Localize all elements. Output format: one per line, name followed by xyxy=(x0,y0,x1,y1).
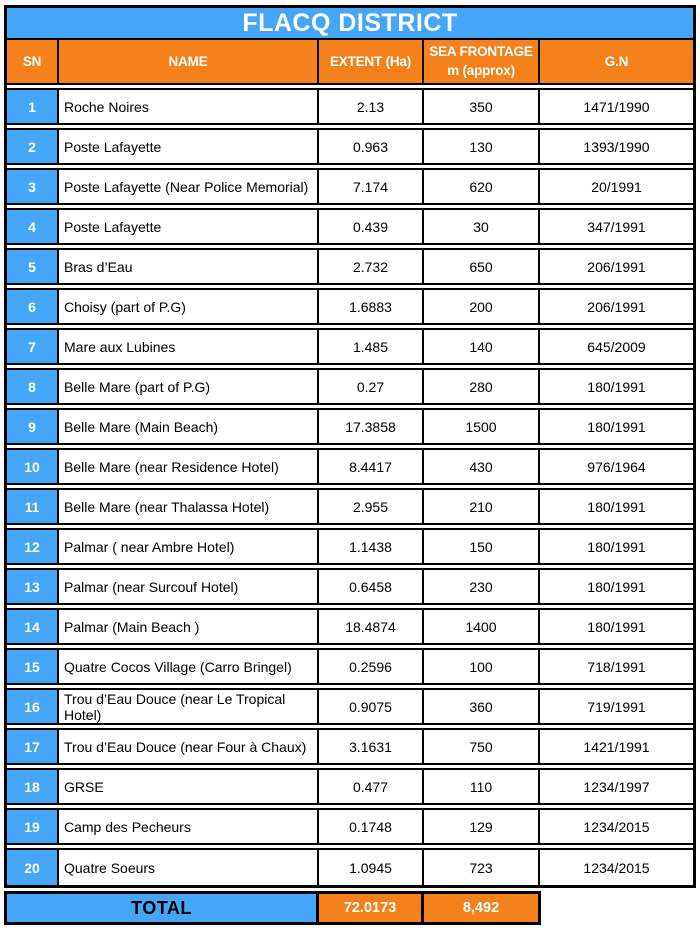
sea-frontage-cell: 650 xyxy=(422,250,538,283)
sn-cell: 16 xyxy=(7,690,57,723)
sn-cell: 20 xyxy=(7,850,57,885)
extent-cell: 0.963 xyxy=(317,130,422,163)
sn-cell: 4 xyxy=(7,210,57,243)
sn-cell: 8 xyxy=(7,370,57,403)
extent-cell: 17.3858 xyxy=(317,410,422,443)
sea-frontage-cell: 360 xyxy=(422,690,538,723)
sea-frontage-cell: 350 xyxy=(422,90,538,123)
sn-cell: 15 xyxy=(7,650,57,683)
gn-cell: 180/1991 xyxy=(538,490,693,523)
extent-cell: 0.9075 xyxy=(317,690,422,723)
extent-cell: 7.174 xyxy=(317,170,422,203)
gn-cell: 719/1991 xyxy=(538,690,693,723)
table-row xyxy=(7,568,693,605)
table-row xyxy=(7,848,693,885)
sn-cell: 3 xyxy=(7,170,57,203)
name-cell: Belle Mare (part of P.G) xyxy=(57,370,317,403)
sea-frontage-cell: 1500 xyxy=(422,410,538,443)
extent-cell: 0.477 xyxy=(317,770,422,803)
table-row xyxy=(7,88,693,125)
gn-cell: 20/1991 xyxy=(538,170,693,203)
gn-cell: 180/1991 xyxy=(538,530,693,563)
sn-cell: 19 xyxy=(7,810,57,843)
extent-cell: 2.13 xyxy=(317,90,422,123)
table-title-bar xyxy=(7,8,693,40)
name-cell: Poste Lafayette xyxy=(57,210,317,243)
sn-cell: 6 xyxy=(7,290,57,323)
extent-cell: 0.1748 xyxy=(317,810,422,843)
table-row xyxy=(7,168,693,205)
page-title: FLACQ DISTRICT xyxy=(242,8,458,37)
name-cell: Poste Lafayette xyxy=(57,130,317,163)
gn-cell: 1421/1991 xyxy=(538,730,693,763)
sea-frontage-cell: 750 xyxy=(422,730,538,763)
sea-frontage-cell: 620 xyxy=(422,170,538,203)
sn-cell: 12 xyxy=(7,530,57,563)
name-cell: Belle Mare (near Residence Hotel) xyxy=(57,450,317,483)
gn-cell: 1234/1997 xyxy=(538,770,693,803)
extent-cell: 2.955 xyxy=(317,490,422,523)
table-row xyxy=(7,328,693,365)
table-row xyxy=(7,128,693,165)
gn-cell: 180/1991 xyxy=(538,570,693,603)
gn-cell: 1234/2015 xyxy=(538,850,693,885)
sea-frontage-cell: 1400 xyxy=(422,610,538,643)
sn-cell: 2 xyxy=(7,130,57,163)
name-cell: Camp des Pecheurs xyxy=(57,810,317,843)
sea-frontage-cell: 130 xyxy=(422,130,538,163)
table-row xyxy=(7,368,693,405)
table-body xyxy=(7,88,693,885)
name-cell: Palmar ( near Ambre Hotel) xyxy=(57,530,317,563)
extent-cell: 0.6458 xyxy=(317,570,422,603)
name-cell: Bras d’Eau xyxy=(57,250,317,283)
total-extent: 72.0173 xyxy=(319,891,424,925)
header-sea-frontage-line1: SEA FRONTAGE xyxy=(429,44,533,60)
extent-cell: 8.4417 xyxy=(317,450,422,483)
name-cell: Belle Mare (near Thalassa Hotel) xyxy=(57,490,317,523)
gn-cell: 645/2009 xyxy=(538,330,693,363)
sn-cell: 17 xyxy=(7,730,57,763)
sea-frontage-cell: 110 xyxy=(422,770,538,803)
gn-cell: 206/1991 xyxy=(538,250,693,283)
table-row xyxy=(7,648,693,685)
name-cell: Trou d’Eau Douce (near Four à Chaux) xyxy=(57,730,317,763)
extent-cell: 0.27 xyxy=(317,370,422,403)
table-row xyxy=(7,488,693,525)
table-row xyxy=(7,408,693,445)
header-extent: EXTENT (Ha) xyxy=(317,40,422,83)
table-row xyxy=(7,248,693,285)
table-row xyxy=(7,448,693,485)
flacq-district-table xyxy=(4,5,696,888)
name-cell: Roche Noires xyxy=(57,90,317,123)
name-cell: GRSE xyxy=(57,770,317,803)
header-sea-frontage-line2: m (approx) xyxy=(447,62,515,78)
extent-cell: 1.0945 xyxy=(317,850,422,885)
table-row xyxy=(7,208,693,245)
table-row xyxy=(7,688,693,725)
sn-cell: 18 xyxy=(7,770,57,803)
name-cell: Palmar (Main Beach ) xyxy=(57,610,317,643)
name-cell: Mare aux Lubines xyxy=(57,330,317,363)
sn-cell: 1 xyxy=(7,90,57,123)
gn-cell: 1234/2015 xyxy=(538,810,693,843)
extent-cell: 2.732 xyxy=(317,250,422,283)
sn-cell: 5 xyxy=(7,250,57,283)
gn-cell: 180/1991 xyxy=(538,370,693,403)
table-row xyxy=(7,528,693,565)
name-cell: Quatre Soeurs xyxy=(57,850,317,885)
header-name: NAME xyxy=(57,40,317,83)
table-row xyxy=(7,608,693,645)
sn-cell: 14 xyxy=(7,610,57,643)
sn-cell: 10 xyxy=(7,450,57,483)
extent-cell: 0.439 xyxy=(317,210,422,243)
header-gn: G.N xyxy=(538,40,693,83)
sea-frontage-cell: 230 xyxy=(422,570,538,603)
name-cell: Palmar (near Surcouf Hotel) xyxy=(57,570,317,603)
gn-cell: 976/1964 xyxy=(538,450,693,483)
name-cell: Belle Mare (Main Beach) xyxy=(57,410,317,443)
table-row xyxy=(7,808,693,845)
name-cell: Choisy (part of P.G) xyxy=(57,290,317,323)
extent-cell: 18.4874 xyxy=(317,610,422,643)
table-row xyxy=(7,768,693,805)
sn-cell: 7 xyxy=(7,330,57,363)
header-sea-frontage xyxy=(422,40,538,83)
sea-frontage-cell: 200 xyxy=(422,290,538,323)
sea-frontage-cell: 210 xyxy=(422,490,538,523)
total-sea-frontage: 8,492 xyxy=(424,891,541,925)
sea-frontage-cell: 30 xyxy=(422,210,538,243)
extent-cell: 3.1631 xyxy=(317,730,422,763)
total-row xyxy=(4,891,696,925)
sn-cell: 11 xyxy=(7,490,57,523)
extent-cell: 1.1438 xyxy=(317,530,422,563)
table-row xyxy=(7,728,693,765)
gn-cell: 718/1991 xyxy=(538,650,693,683)
gn-cell: 347/1991 xyxy=(538,210,693,243)
sea-frontage-cell: 100 xyxy=(422,650,538,683)
sea-frontage-cell: 150 xyxy=(422,530,538,563)
gn-cell: 206/1991 xyxy=(538,290,693,323)
gn-cell: 180/1991 xyxy=(538,610,693,643)
name-cell: Quatre Cocos Village (Carro Bringel) xyxy=(57,650,317,683)
extent-cell: 1.485 xyxy=(317,330,422,363)
sea-frontage-cell: 140 xyxy=(422,330,538,363)
name-cell: Poste Lafayette (Near Police Memorial) xyxy=(57,170,317,203)
name-cell: Trou d’Eau Douce (near Le Tropical Hotel) xyxy=(57,690,317,723)
gn-cell: 1471/1990 xyxy=(538,90,693,123)
sn-cell: 9 xyxy=(7,410,57,443)
gn-cell: 180/1991 xyxy=(538,410,693,443)
total-label: TOTAL xyxy=(4,891,319,925)
extent-cell: 0.2596 xyxy=(317,650,422,683)
sea-frontage-cell: 129 xyxy=(422,810,538,843)
sea-frontage-cell: 723 xyxy=(422,850,538,885)
sea-frontage-cell: 280 xyxy=(422,370,538,403)
extent-cell: 1.6883 xyxy=(317,290,422,323)
sea-frontage-cell: 430 xyxy=(422,450,538,483)
table-row xyxy=(7,288,693,325)
gn-cell: 1393/1990 xyxy=(538,130,693,163)
sn-cell: 13 xyxy=(7,570,57,603)
header-sn: SN xyxy=(7,40,57,83)
table-header-row xyxy=(7,40,693,85)
